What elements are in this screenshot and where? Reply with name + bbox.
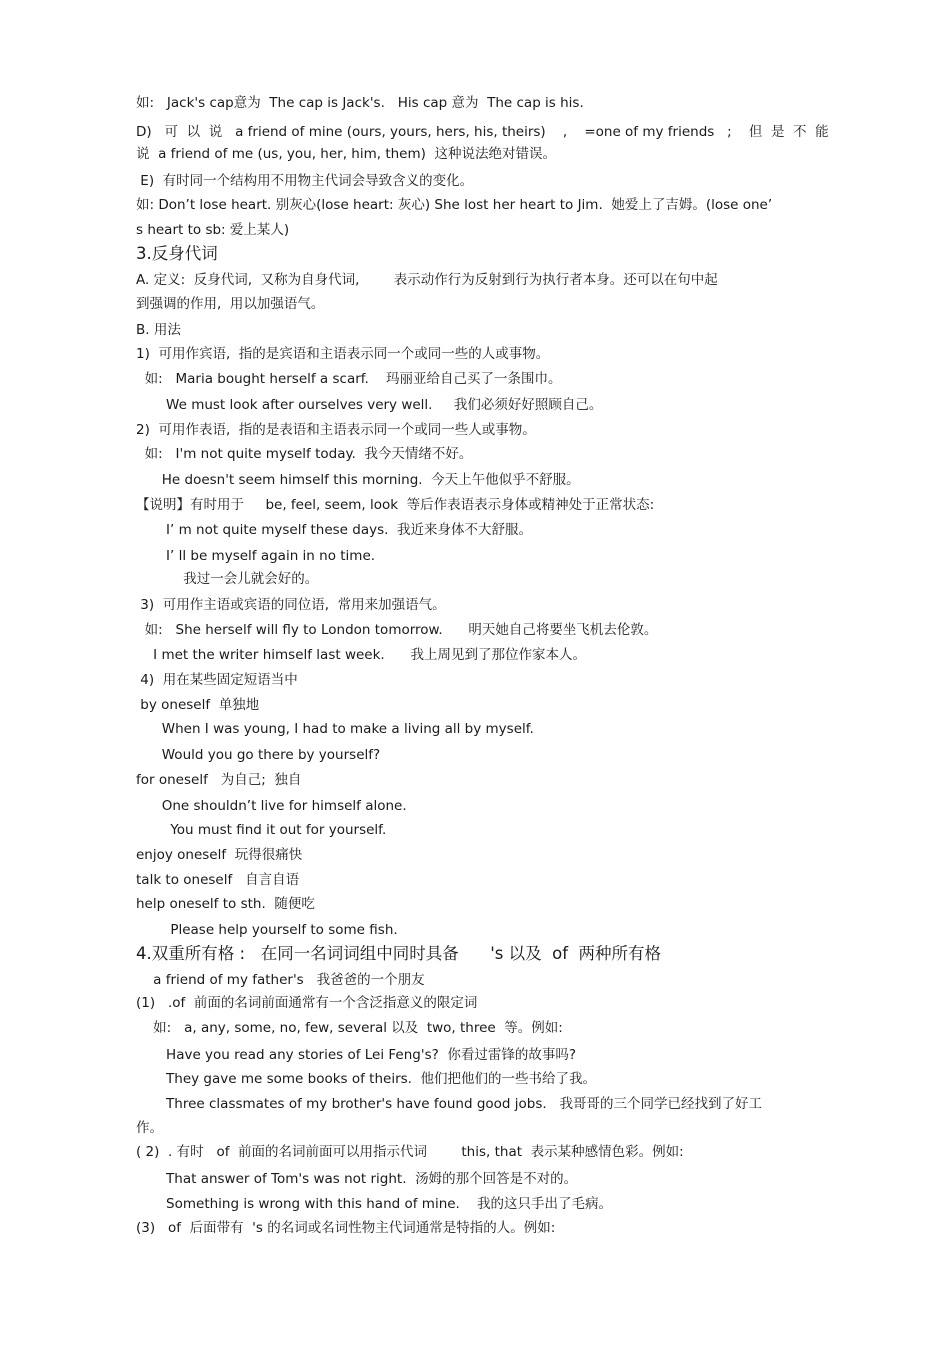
text-line: (3) of 后面带有 's 的名词或名词性物主代词通常是特指的人。例如: [136, 1220, 556, 1236]
example-line: Have you read any stories of Lei Feng's? 你看过雷锋的故事吗? [136, 1047, 577, 1063]
phrase-line: talk to oneself 自言自语 [136, 872, 300, 888]
example-line: a friend of my father's 我爸爸的一个朋友 [136, 972, 425, 988]
section-heading: 4.双重所有格 : 在同一名词词组中同时具备 's 以及 of 两种所有格 [136, 944, 662, 963]
example-line: I’ m not quite myself these days. 我近来身体不大舒服。 [136, 522, 533, 538]
example-line: I met the writer himself last week. 我上周见到了那位作家本人。 [136, 647, 586, 663]
section-heading: 3.反身代词 [136, 244, 218, 263]
example-line: 作。 [136, 1120, 163, 1136]
text-line: E) 有时同一个结构用不用物主代词会导致含义的变化。 [136, 173, 474, 189]
phrase-line: by oneself 单独地 [136, 697, 260, 713]
example-line: Three classmates of my brother's have found good jobs. 我哥哥的三个同学已经找到了好工 [136, 1096, 763, 1112]
text-line: 1) 可用作宾语, 指的是宾语和主语表示同一个或同一些的人或事物。 [136, 346, 550, 362]
example-line: 如: Maria bought herself a scarf. 玛丽亚给自己买了一条围巾。 [136, 371, 562, 387]
text-line: A. 定义: 反身代词, 又称为自身代词, 表示动作行为反射到行为执行者本身。还可以在句中起 [136, 272, 718, 288]
example-line: Would you go there by yourself? [136, 747, 381, 763]
text-line: 4) 用在某些固定短语当中 [136, 672, 298, 688]
phrase-line: help oneself to sth. 随便吃 [136, 896, 315, 912]
note-line: 【说明】有时用于 be, feel, seem, look 等后作表语表示身体或精神处于正常状态: [136, 497, 655, 513]
text-line: 2) 可用作表语, 指的是表语和主语表示同一个或同一些人或事物。 [136, 422, 536, 438]
example-line: I’ ll be myself again in no time. [136, 548, 376, 564]
text-line: 如: Don’t lose heart. 别灰心(lose heart: 灰心) She lost her heart to Jim. 她爱上了吉姆。(lose one’ [136, 197, 773, 213]
text-line: 到强调的作用, 用以加强语气。 [136, 296, 325, 312]
example-line: We must look after ourselves very well. 我们必须好好照顾自己。 [136, 397, 603, 413]
example-line: 如: She herself will fly to London tomorrow. 明天她自己将要坐飞机去伦敦。 [136, 622, 658, 638]
text-line: 说 a friend of me (us, you, her, him, them) 这种说法绝对错误。 [136, 146, 556, 162]
text-line: 3) 可用作主语或宾语的同位语, 常用来加强语气。 [136, 597, 446, 613]
example-line: 如: I'm not quite myself today. 我今天情绪不好。 [136, 446, 473, 462]
example-line: That answer of Tom's was not right. 汤姆的那个回答是不对的。 [136, 1171, 578, 1187]
example-line: Something is wrong with this hand of mine. 我的这只手出了毛病。 [136, 1196, 613, 1212]
phrase-line: enjoy oneself 玩得很痛快 [136, 847, 303, 863]
text-line: 如: Jack's cap意为 The cap is Jack's. His cap 意为 The cap is his. [136, 95, 584, 111]
example-line: When I was young, I had to make a living all by myself. [136, 721, 534, 737]
example-line: One shouldn’t live for himself alone. [136, 798, 407, 814]
text-line: ( 2) . 有时 of 前面的名词前面可以用指示代词 this, that 表示某种感情色彩。例如: [136, 1144, 684, 1160]
text-line: (1) .of 前面的名词前面通常有一个含泛指意义的限定词 [136, 995, 478, 1011]
example-line: They gave me some books of theirs. 他们把他们的一些书给了我。 [136, 1071, 597, 1087]
text-line: D) 可 以 说 a friend of mine (ours, yours, hers, his, theirs) , =one of my friends ; 但 是 不 能 [136, 124, 829, 140]
example-line: You must find it out for yourself. [136, 822, 387, 838]
text-line: s heart to sb: 爱上某人) [136, 222, 290, 238]
example-line: He doesn't seem himself this morning. 今天上午他似乎不舒服。 [136, 472, 580, 488]
phrase-line: for oneself 为自己; 独自 [136, 772, 302, 788]
example-line: Please help yourself to some fish. [136, 922, 398, 938]
text-line: B. 用法 [136, 322, 181, 338]
example-line: 我过一会儿就会好的。 [136, 571, 319, 587]
text-line: 如: a, any, some, no, few, several 以及 two, three 等。例如: [136, 1020, 563, 1036]
